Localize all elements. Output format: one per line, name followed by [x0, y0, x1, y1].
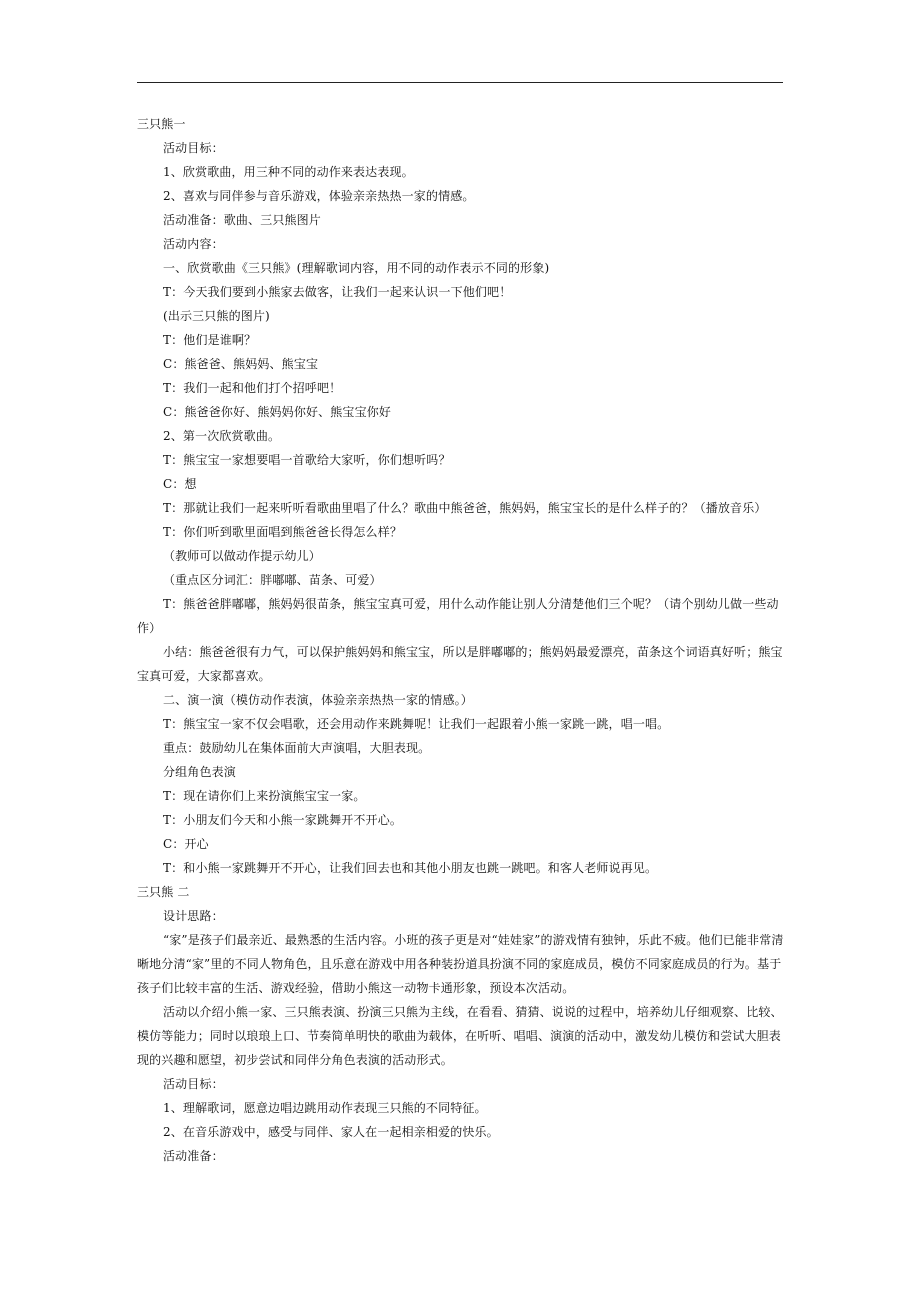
- section-one-lines: [137, 112, 785, 592]
- text-line: 一、欣赏歌曲《三只熊》(理解歌词内容，用不同的动作表示不同的形象): [163, 261, 550, 275]
- text-line: T：我们一起和他们打个招呼吧！: [163, 381, 342, 395]
- text-line: C：熊爸爸你好、熊妈妈你好、熊宝宝你好: [163, 405, 392, 419]
- text-line: C：开心: [163, 837, 209, 851]
- text-line: 活动目标：: [163, 141, 224, 155]
- text-line: C：想: [163, 477, 197, 491]
- text-line: 1、欣赏歌曲，用三种不同的动作来表达表现。: [163, 165, 414, 179]
- paragraph-summary: 小结：熊爸爸很有力气，可以保护熊妈妈和熊宝宝，所以是胖嘟嘟的；熊妈妈最爱漂亮，苗条这个词语真好听；熊宝宝真可爱，大家都喜欢。: [137, 645, 783, 683]
- text-line: T：他们是谁啊？: [163, 333, 257, 347]
- paragraph-design-idea-2: 活动以介绍小熊一家、三只熊表演、扮演三只熊为主线，在看看、猜猜、说说的过程中，培养幼儿仔细观察、比较、模仿等能力；同时以琅琅上口、节奏简单明快的歌曲为载体，在听听、唱唱、演演的活动中，激发幼儿模仿和尝试大胆表现的兴趣和愿望，初步尝试和同伴分角色表演的活动形式。: [137, 1005, 783, 1067]
- text-line: 活动内容：: [163, 237, 224, 251]
- text-line: 二、演一演（模仿动作表演，体验亲亲热热一家的情感。）: [163, 693, 473, 707]
- text-line: 活动准备：: [163, 1149, 224, 1163]
- text-line: （教师可以做动作提示幼儿）: [163, 549, 321, 563]
- section-three-lines: [137, 1072, 785, 1168]
- text-line: 三只熊 二: [137, 885, 190, 899]
- text-line: (出示三只熊的图片): [163, 309, 270, 323]
- text-line: T：今天我们要到小熊家去做客，让我们一起来认识一下他们吧！: [163, 285, 512, 299]
- text-line: T：和小熊一家跳舞开不开心，让我们回去也和其他小朋友也跳一跳吧。和客人老师说再见。: [163, 861, 658, 875]
- text-line: 重点：鼓励幼儿在集体面前大声演唱，大胆表现。: [163, 741, 431, 755]
- text-line: T：熊宝宝一家想要唱一首歌给大家听，你们想听吗？: [163, 453, 451, 467]
- text-line: T：你们听到歌里面唱到熊爸爸长得怎么样？: [163, 525, 403, 539]
- text-line: 分组角色表演: [163, 765, 236, 779]
- text-line: 2、第一次欣赏歌曲。: [163, 429, 281, 443]
- section-two-lines: [137, 688, 785, 928]
- text-line: 1、理解歌词，愿意边唱边跳用动作表现三只熊的不同特征。: [163, 1101, 487, 1115]
- paragraph-design-idea-1: “家”是孩子们最亲近、最熟悉的生活内容。小班的孩子更是对“娃娃家”的游戏情有独钟，乐此不疲。他们已能非常清晰地分清“家”里的不同人物角色，且乐意在游戏中用各种装扮道具扮演不同的家庭成员，模仿不同家庭成员的行为。基于孩子们比较丰富的生活、游戏经验，借助小熊这一动物卡通形象，预设本次活动。: [137, 933, 784, 995]
- text-line: T：那就让我们一起来听听看歌曲里唱了什么？歌曲中熊爸爸，熊妈妈，熊宝宝长的是什么样子的？（播放音乐）: [163, 501, 767, 515]
- text-line: T：小朋友们今天和小熊一家跳舞开不开心。: [163, 813, 403, 827]
- text-line: 活动准备：歌曲、三只熊图片: [163, 213, 321, 227]
- text-line: 活动目标：: [163, 1077, 224, 1091]
- text-line: 三只熊一: [137, 117, 186, 131]
- text-line: C：熊爸爸、熊妈妈、熊宝宝: [163, 357, 319, 371]
- paragraph-action-question: T：熊爸爸胖嘟嘟，熊妈妈很苗条，熊宝宝真可爱，用什么动作能让别人分清楚他们三个呢？（请个别幼儿做一些动作）: [137, 597, 779, 635]
- text-line: （重点区分词汇：胖嘟嘟、苗条、可爱）: [163, 573, 382, 587]
- document-body: [137, 112, 785, 1168]
- text-line: T：熊宝宝一家不仅会唱歌，还会用动作来跳舞呢！让我们一起跟着小熊一家跳一跳，唱一唱。: [163, 717, 670, 731]
- text-line: T：现在请你们上来扮演熊宝宝一家。: [163, 789, 366, 803]
- text-line: 设计思路：: [163, 909, 224, 923]
- text-line: 2、在音乐游戏中，感受与同伴、家人在一起相亲相爱的快乐。: [163, 1125, 499, 1139]
- header-rule: [137, 82, 783, 83]
- text-line: 2、喜欢与同伴参与音乐游戏，体验亲亲热热一家的情感。: [163, 189, 475, 203]
